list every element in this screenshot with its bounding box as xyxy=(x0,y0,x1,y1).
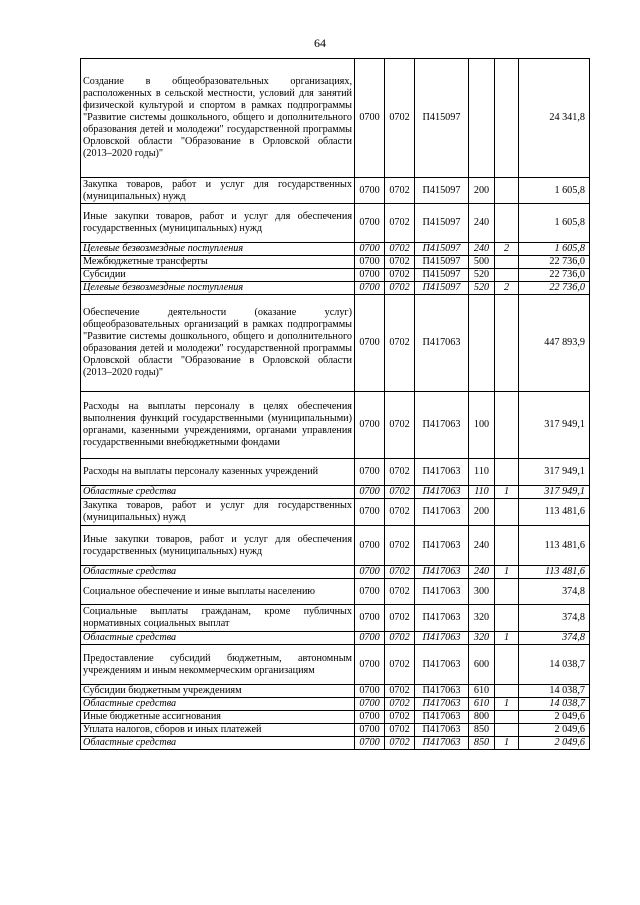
amount-cell: 113 481,6 xyxy=(519,566,590,579)
target-article-cell: П415097 xyxy=(415,243,469,256)
subsection-code-cell: 0702 xyxy=(385,526,415,566)
amount-cell: 1 605,8 xyxy=(519,178,590,204)
amount-cell: 14 038,7 xyxy=(519,698,590,711)
target-article-cell: П417063 xyxy=(415,645,469,685)
income-code-cell xyxy=(495,724,519,737)
subsection-code-cell: 0702 xyxy=(385,459,415,486)
amount-cell: 374,8 xyxy=(519,579,590,605)
amount-cell: 317 949,1 xyxy=(519,486,590,499)
subsection-code-cell: 0702 xyxy=(385,295,415,392)
expense-type-cell: 610 xyxy=(469,685,495,698)
table-body xyxy=(81,59,590,750)
amount-cell: 1 605,8 xyxy=(519,204,590,243)
row-name-cell: Субсидии бюджетным учреждениям xyxy=(81,685,355,698)
row-name-cell: Социальное обеспечение и иные выплаты населению xyxy=(81,579,355,605)
expense-type-cell: 240 xyxy=(469,566,495,579)
amount-cell: 24 341,8 xyxy=(519,59,590,178)
section-code-cell: 0700 xyxy=(355,685,385,698)
row-name-cell: Расходы на выплаты персоналу казенных учреждений xyxy=(81,459,355,486)
subsection-code-cell: 0702 xyxy=(385,282,415,295)
income-code-cell xyxy=(495,711,519,724)
table-row xyxy=(81,711,590,724)
target-article-cell: П417063 xyxy=(415,605,469,632)
table-row xyxy=(81,282,590,295)
section-code-cell: 0700 xyxy=(355,256,385,269)
subsection-code-cell: 0702 xyxy=(385,711,415,724)
subsection-code-cell: 0702 xyxy=(385,269,415,282)
section-code-cell: 0700 xyxy=(355,459,385,486)
row-name-cell: Областные средства xyxy=(81,698,355,711)
section-code-cell: 0700 xyxy=(355,645,385,685)
subsection-code-cell: 0702 xyxy=(385,737,415,750)
income-code-cell: 1 xyxy=(495,632,519,645)
table-row xyxy=(81,499,590,526)
income-code-cell xyxy=(495,392,519,459)
target-article-cell: П415097 xyxy=(415,256,469,269)
section-code-cell: 0700 xyxy=(355,295,385,392)
subsection-code-cell: 0702 xyxy=(385,243,415,256)
row-name-cell: Расходы на выплаты персоналу в целях обеспечения выполнения функций государственными (муниципальными) органами, казенными учреждениями, органами управления государственными внебюджетными фондами xyxy=(81,392,355,459)
target-article-cell: П417063 xyxy=(415,459,469,486)
amount-cell: 113 481,6 xyxy=(519,499,590,526)
section-code-cell: 0700 xyxy=(355,204,385,243)
amount-cell: 22 736,0 xyxy=(519,256,590,269)
expense-type-cell: 520 xyxy=(469,269,495,282)
section-code-cell: 0700 xyxy=(355,526,385,566)
income-code-cell xyxy=(495,499,519,526)
table-row xyxy=(81,566,590,579)
section-code-cell: 0700 xyxy=(355,698,385,711)
section-code-cell: 0700 xyxy=(355,711,385,724)
amount-cell: 2 049,6 xyxy=(519,711,590,724)
subsection-code-cell: 0702 xyxy=(385,566,415,579)
row-name-cell: Иные закупки товаров, работ и услуг для обеспечения государственных (муниципальных) нужд xyxy=(81,204,355,243)
target-article-cell: П417063 xyxy=(415,698,469,711)
expense-type-cell: 320 xyxy=(469,605,495,632)
amount-cell: 2 049,6 xyxy=(519,737,590,750)
table-row xyxy=(81,243,590,256)
section-code-cell: 0700 xyxy=(355,59,385,178)
table-row xyxy=(81,256,590,269)
subsection-code-cell: 0702 xyxy=(385,486,415,499)
table-row xyxy=(81,526,590,566)
expense-type-cell: 100 xyxy=(469,392,495,459)
income-code-cell xyxy=(495,526,519,566)
row-name-cell: Уплата налогов, сборов и иных платежей xyxy=(81,724,355,737)
row-name-cell: Создание в общеобразовательных организациях, расположенных в сельской местности, условий для занятий физической культурой и спортом в рамках подпрограммы "Развитие системы дошкольного, общего и дополнительного образования детей и молодежи" государственной программы Орловской области "Образование в Орловской области (2013–2020 годы)" xyxy=(81,59,355,178)
subsection-code-cell: 0702 xyxy=(385,645,415,685)
expense-type-cell: 300 xyxy=(469,579,495,605)
expense-type-cell: 850 xyxy=(469,724,495,737)
budget-table xyxy=(80,58,590,750)
table-row xyxy=(81,295,590,392)
table-row xyxy=(81,605,590,632)
income-code-cell xyxy=(495,295,519,392)
section-code-cell: 0700 xyxy=(355,737,385,750)
expense-type-cell: 200 xyxy=(469,499,495,526)
expense-type-cell: 800 xyxy=(469,711,495,724)
income-code-cell xyxy=(495,605,519,632)
subsection-code-cell: 0702 xyxy=(385,632,415,645)
expense-type-cell: 240 xyxy=(469,204,495,243)
subsection-code-cell: 0702 xyxy=(385,724,415,737)
table-row xyxy=(81,269,590,282)
table-row xyxy=(81,579,590,605)
target-article-cell: П415097 xyxy=(415,59,469,178)
income-code-cell xyxy=(495,256,519,269)
target-article-cell: П417063 xyxy=(415,724,469,737)
expense-type-cell: 520 xyxy=(469,282,495,295)
row-name-cell: Субсидии xyxy=(81,269,355,282)
target-article-cell: П417063 xyxy=(415,566,469,579)
income-code-cell xyxy=(495,59,519,178)
subsection-code-cell: 0702 xyxy=(385,392,415,459)
section-code-cell: 0700 xyxy=(355,243,385,256)
expense-type-cell: 500 xyxy=(469,256,495,269)
expense-type-cell: 200 xyxy=(469,178,495,204)
row-name-cell: Предоставление субсидий бюджетным, автономным учреждениям и иным некоммерческим организациям xyxy=(81,645,355,685)
table-row xyxy=(81,59,590,178)
section-code-cell: 0700 xyxy=(355,178,385,204)
amount-cell: 374,8 xyxy=(519,632,590,645)
expense-type-cell xyxy=(469,295,495,392)
target-article-cell: П417063 xyxy=(415,737,469,750)
amount-cell: 317 949,1 xyxy=(519,392,590,459)
income-code-cell xyxy=(495,685,519,698)
row-name-cell: Иные бюджетные ассигнования xyxy=(81,711,355,724)
row-name-cell: Целевые безвозмездные поступления xyxy=(81,243,355,256)
table-row xyxy=(81,724,590,737)
expense-type-cell: 320 xyxy=(469,632,495,645)
expense-type-cell: 850 xyxy=(469,737,495,750)
amount-cell: 447 893,9 xyxy=(519,295,590,392)
table-row xyxy=(81,737,590,750)
table-row xyxy=(81,645,590,685)
amount-cell: 374,8 xyxy=(519,605,590,632)
row-name-cell: Обеспечение деятельности (оказание услуг) общеобразовательных организаций в рамках подпрограммы "Развитие системы дошкольного, общего и дополнительного образования детей и молодежи" государственной программы Орловской области "Образование в Орловской области (2013–2020 годы)" xyxy=(81,295,355,392)
target-article-cell: П417063 xyxy=(415,486,469,499)
table-row xyxy=(81,685,590,698)
income-code-cell xyxy=(495,269,519,282)
row-name-cell: Межбюджетные трансферты xyxy=(81,256,355,269)
target-article-cell: П415097 xyxy=(415,204,469,243)
section-code-cell: 0700 xyxy=(355,632,385,645)
expense-type-cell xyxy=(469,59,495,178)
expense-type-cell: 600 xyxy=(469,645,495,685)
amount-cell: 2 049,6 xyxy=(519,724,590,737)
income-code-cell xyxy=(495,204,519,243)
table-row xyxy=(81,632,590,645)
target-article-cell: П417063 xyxy=(415,711,469,724)
income-code-cell: 2 xyxy=(495,243,519,256)
expense-type-cell: 240 xyxy=(469,526,495,566)
section-code-cell: 0700 xyxy=(355,724,385,737)
section-code-cell: 0700 xyxy=(355,605,385,632)
target-article-cell: П417063 xyxy=(415,392,469,459)
income-code-cell: 1 xyxy=(495,698,519,711)
section-code-cell: 0700 xyxy=(355,282,385,295)
expense-type-cell: 240 xyxy=(469,243,495,256)
target-article-cell: П417063 xyxy=(415,685,469,698)
row-name-cell: Областные средства xyxy=(81,737,355,750)
expense-type-cell: 110 xyxy=(469,486,495,499)
section-code-cell: 0700 xyxy=(355,499,385,526)
section-code-cell: 0700 xyxy=(355,579,385,605)
income-code-cell xyxy=(495,579,519,605)
amount-cell: 1 605,8 xyxy=(519,243,590,256)
subsection-code-cell: 0702 xyxy=(385,59,415,178)
subsection-code-cell: 0702 xyxy=(385,204,415,243)
table-row xyxy=(81,459,590,486)
target-article-cell: П415097 xyxy=(415,178,469,204)
amount-cell: 22 736,0 xyxy=(519,282,590,295)
row-name-cell: Областные средства xyxy=(81,486,355,499)
target-article-cell: П417063 xyxy=(415,526,469,566)
table-row xyxy=(81,178,590,204)
income-code-cell xyxy=(495,645,519,685)
row-name-cell: Социальные выплаты гражданам, кроме публичных нормативных социальных выплат xyxy=(81,605,355,632)
row-name-cell: Закупка товаров, работ и услуг для государственных (муниципальных) нужд xyxy=(81,499,355,526)
subsection-code-cell: 0702 xyxy=(385,605,415,632)
row-name-cell: Закупка товаров, работ и услуг для государственных (муниципальных) нужд xyxy=(81,178,355,204)
income-code-cell: 1 xyxy=(495,486,519,499)
subsection-code-cell: 0702 xyxy=(385,579,415,605)
income-code-cell: 1 xyxy=(495,737,519,750)
section-code-cell: 0700 xyxy=(355,269,385,282)
income-code-cell xyxy=(495,459,519,486)
amount-cell: 317 949,1 xyxy=(519,459,590,486)
target-article-cell: П417063 xyxy=(415,499,469,526)
table-row xyxy=(81,204,590,243)
row-name-cell: Целевые безвозмездные поступления xyxy=(81,282,355,295)
amount-cell: 22 736,0 xyxy=(519,269,590,282)
income-code-cell: 1 xyxy=(495,566,519,579)
page-number: 64 xyxy=(314,36,326,50)
target-article-cell: П417063 xyxy=(415,295,469,392)
subsection-code-cell: 0702 xyxy=(385,698,415,711)
subsection-code-cell: 0702 xyxy=(385,499,415,526)
target-article-cell: П417063 xyxy=(415,579,469,605)
expense-type-cell: 110 xyxy=(469,459,495,486)
amount-cell: 14 038,7 xyxy=(519,645,590,685)
subsection-code-cell: 0702 xyxy=(385,256,415,269)
section-code-cell: 0700 xyxy=(355,566,385,579)
table-row xyxy=(81,698,590,711)
amount-cell: 113 481,6 xyxy=(519,526,590,566)
subsection-code-cell: 0702 xyxy=(385,685,415,698)
subsection-code-cell: 0702 xyxy=(385,178,415,204)
amount-cell: 14 038,7 xyxy=(519,685,590,698)
section-code-cell: 0700 xyxy=(355,392,385,459)
row-name-cell: Иные закупки товаров, работ и услуг для обеспечения государственных (муниципальных) нужд xyxy=(81,526,355,566)
table-row xyxy=(81,392,590,459)
row-name-cell: Областные средства xyxy=(81,566,355,579)
table-row xyxy=(81,486,590,499)
target-article-cell: П415097 xyxy=(415,269,469,282)
target-article-cell: П417063 xyxy=(415,632,469,645)
expense-type-cell: 610 xyxy=(469,698,495,711)
row-name-cell: Областные средства xyxy=(81,632,355,645)
target-article-cell: П415097 xyxy=(415,282,469,295)
income-code-cell: 2 xyxy=(495,282,519,295)
section-code-cell: 0700 xyxy=(355,486,385,499)
income-code-cell xyxy=(495,178,519,204)
